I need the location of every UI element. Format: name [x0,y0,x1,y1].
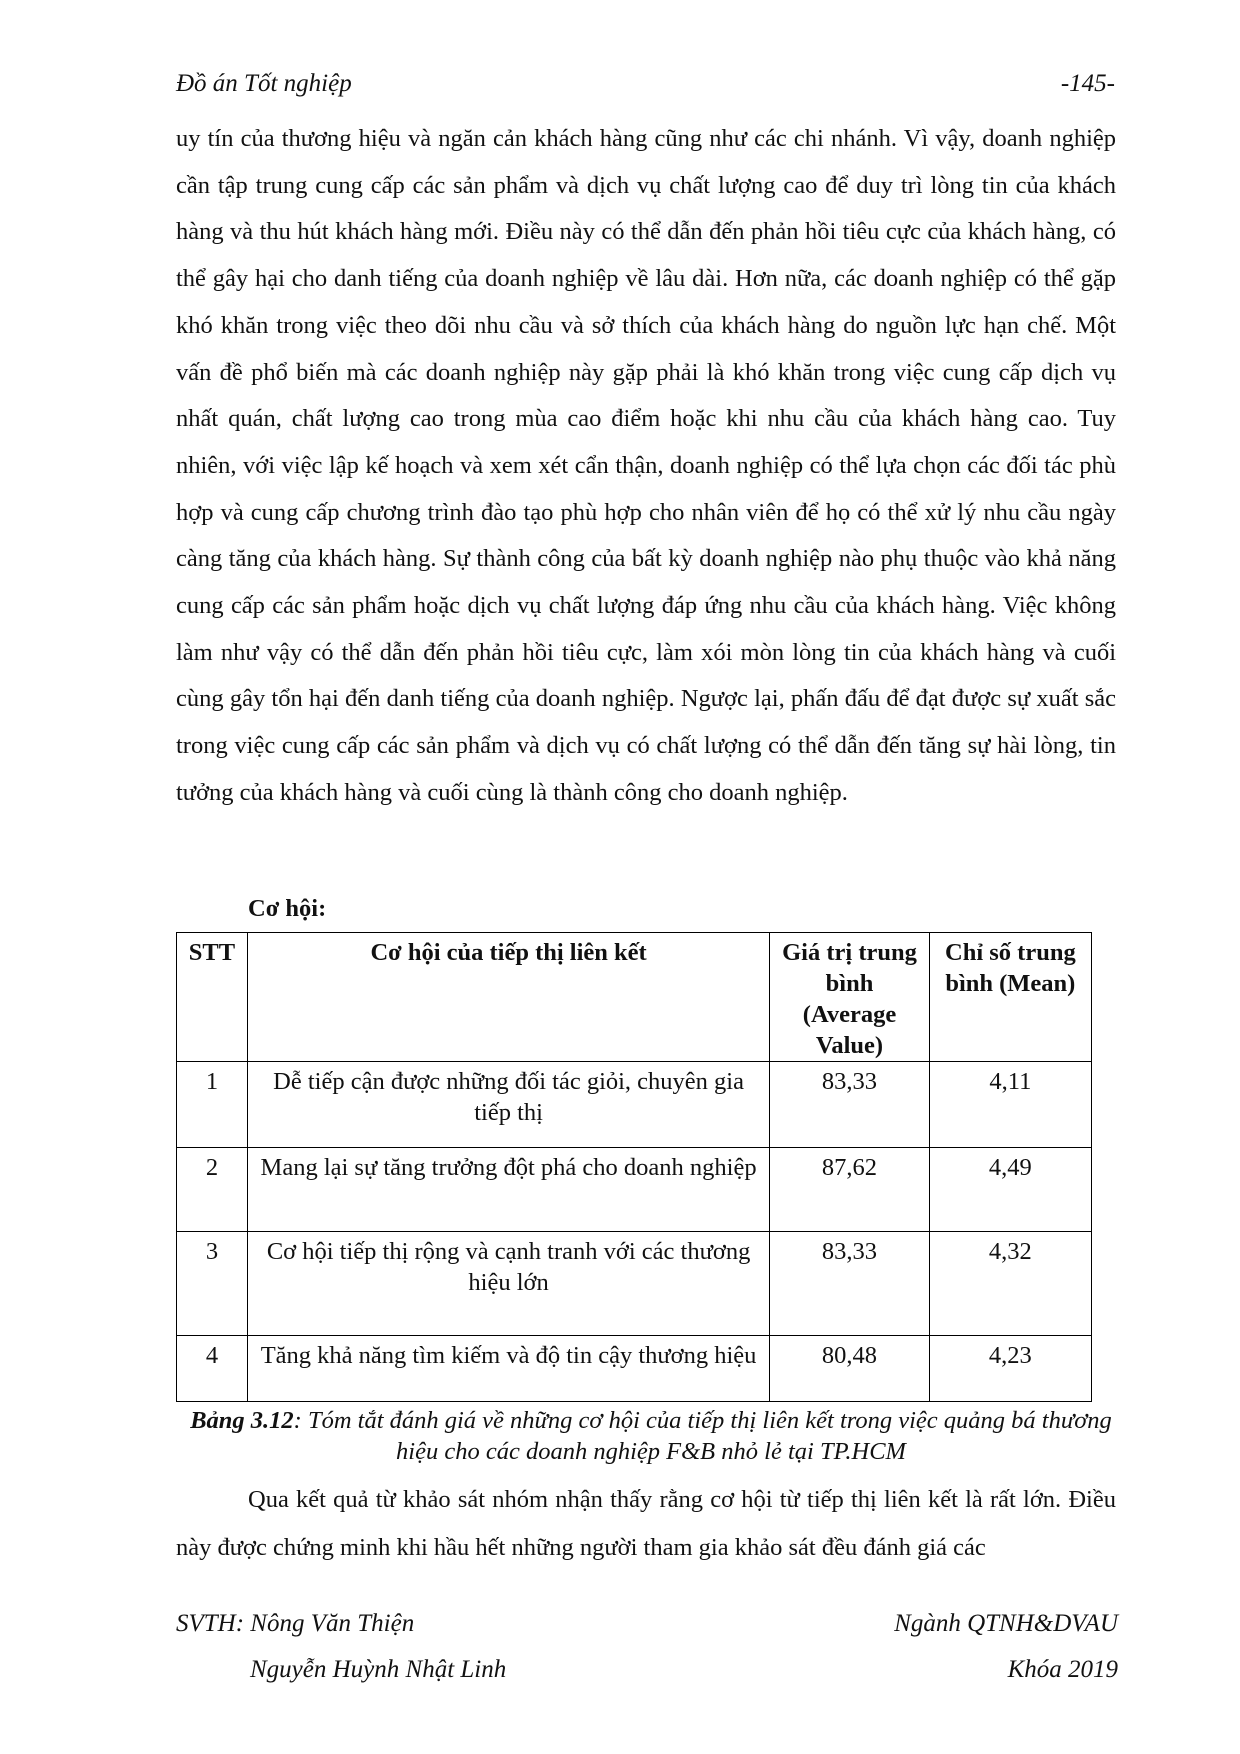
cell-average-value: 87,62 [770,1148,929,1232]
footer-cohort: Khóa 2019 [1007,1656,1118,1683]
cell-mean: 4,49 [929,1148,1091,1232]
footer-student: SVTH: Nông Văn Thiện [176,1610,415,1637]
body-paragraph-2: Qua kết quả từ khảo sát nhóm nhận thấy rằng cơ hội từ tiếp thị liên kết là rất lớn. Điều này được chứng minh khi hầu hết những người tham gia khảo sát đều đánh giá các [176,1486,1116,1561]
table-row [177,1232,1092,1336]
footer-student-2: Nguyễn Huỳnh Nhật Linh [250,1656,507,1683]
body-paragraph: uy tín của thương hiệu và ngăn cản khách hàng cũng như các chi nhánh. Vì vậy, doanh nghiệp cần tập trung cung cấp các sản phẩm và dịch vụ chất lượng cao để duy trì lòng tin của khách hàng và thu hút khách hàng mới. Điều này có thể dẫn đến phản hồi tiêu cực của khách hàng, có thể gây hại cho danh tiếng của doanh nghiệp về lâu dài. Hơn nữa, các doanh nghiệp có thể gặp khó khăn trong việc theo dõi nhu cầu và sở thích của khách hàng do nguồn lực hạn chế. Một vấn đề phổ biến mà các doanh nghiệp này gặp phải là khó khăn trong việc cung cấp dịch vụ nhất quán, chất lượng cao trong mùa cao điểm hoặc khi nhu cầu của khách hàng cao. Tuy nhiên, với việc lập kế hoạch và xem xét cẩn thận, doanh nghiệp có thể lựa chọn các đối tác phù hợp và cung cấp chương trình đào tạo phù hợp cho nhân viên để họ có thể xử lý nhu cầu ngày càng tăng của khách hàng. Sự thành công của bất kỳ doanh nghiệp nào phụ thuộc vào khả năng cung cấp các sản phẩm hoặc dịch vụ chất lượng đáp ứng nhu cầu của khách hàng. Việc không làm như vậy có thể dẫn đến phản hồi tiêu cực, làm xói mòn lòng tin của khách hàng và cuối cùng gây tổn hại đến danh tiếng của doanh nghiệp. Ngược lại, phấn đấu để đạt được sự xuất sắc trong việc cung cấp các sản phẩm và dịch vụ có chất lượng có thể dẫn đến tăng sự hài lòng, tin tưởng của khách hàng và cuối cùng là thành công cho doanh nghiệp. [176,125,1116,806]
table-row [177,1336,1092,1402]
header-title: Đồ án Tốt nghiệp [176,70,352,97]
page-number: -145- [1060,70,1115,97]
cell-average-value: 80,48 [770,1336,929,1402]
caption-label: Bảng 3.12 [190,1407,294,1434]
opportunities-table [176,932,1092,1402]
cell-opportunity: Dễ tiếp cận được những đối tác giỏi, chuyên gia tiếp thị [247,1062,769,1148]
cell-stt: 3 [177,1232,248,1336]
header-stt: STT [177,933,248,1062]
footer-major: Ngành QTNH&DVAU [894,1610,1118,1637]
cell-stt: 2 [177,1148,248,1232]
header-average-value: Giá trị trung bình (Average Value) [770,933,929,1062]
section-label: Cơ hội: [248,895,327,922]
cell-opportunity: Tăng khả năng tìm kiếm và độ tin cậy thương hiệu [247,1336,769,1402]
table-row [177,1062,1092,1148]
header-mean: Chỉ số trung bình (Mean) [929,933,1091,1062]
table-row [177,1148,1092,1232]
cell-mean: 4,32 [929,1232,1091,1336]
cell-opportunity: Cơ hội tiếp thị rộng và cạnh tranh với các thương hiệu lớn [247,1232,769,1336]
cell-stt: 1 [177,1062,248,1148]
cell-average-value: 83,33 [770,1062,929,1148]
header-opportunity: Cơ hội của tiếp thị liên kết [247,933,769,1062]
caption-text: : Tóm tắt đánh giá về những cơ hội của tiếp thị liên kết trong việc quảng bá thương hiệu cho các doanh nghiệp F&B nhỏ lẻ tại TP.HCM [293,1407,1112,1465]
table-header-row [177,933,1092,1062]
cell-average-value: 83,33 [770,1232,929,1336]
cell-opportunity: Mang lại sự tăng trưởng đột phá cho doanh nghiệp [247,1148,769,1232]
table-caption [176,1405,1126,1467]
cell-mean: 4,11 [929,1062,1091,1148]
cell-mean: 4,23 [929,1336,1091,1402]
cell-stt: 4 [177,1336,248,1402]
